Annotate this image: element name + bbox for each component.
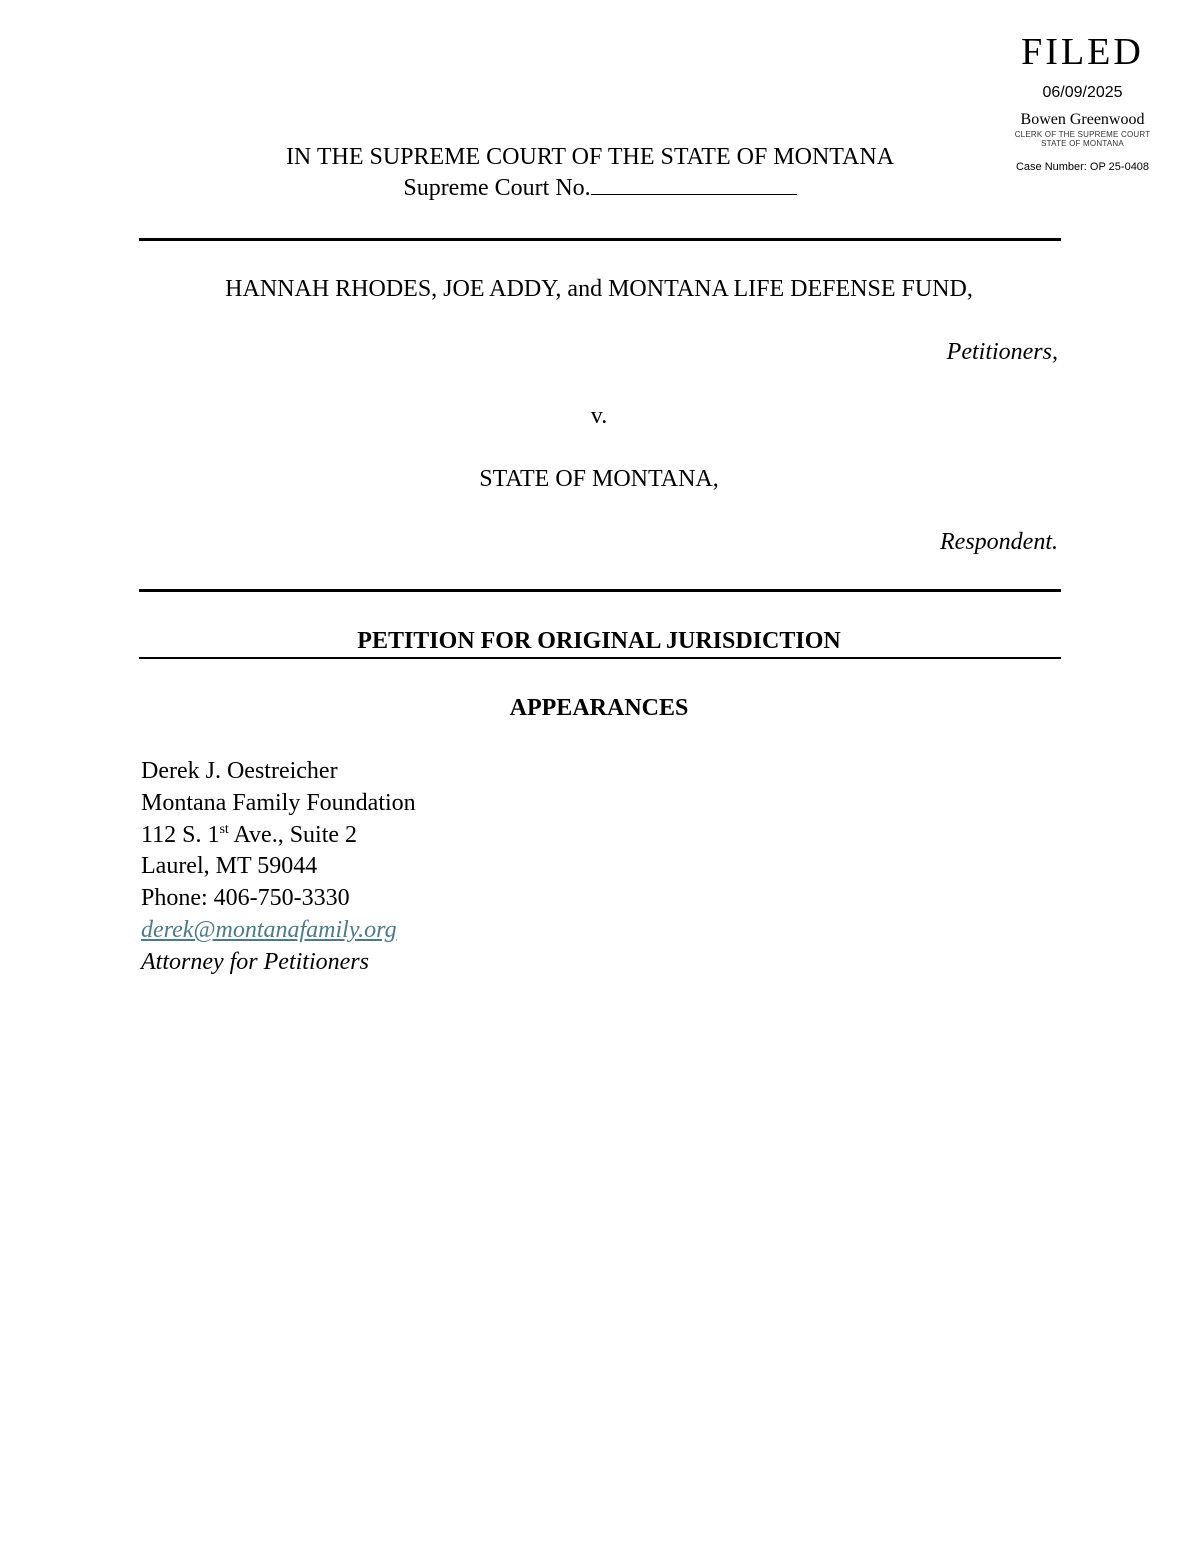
stamp-filed-label: FILED bbox=[1021, 31, 1144, 73]
address-suffix: Ave., Suite 2 bbox=[228, 821, 358, 848]
petitioners-names: HANNAH RHODES, JOE ADDY, and MONTANA LIFE DEFENSE FUND, bbox=[225, 276, 973, 302]
court-header bbox=[140, 142, 1060, 204]
attorney-block bbox=[141, 756, 416, 979]
stamp-clerk-title: CLERK OF THE SUPREME COURT bbox=[1014, 130, 1151, 139]
stamp-clerk-state: STATE OF MONTANA bbox=[1041, 139, 1124, 148]
attorney-address bbox=[141, 820, 416, 852]
document-title: PETITION FOR ORIGINAL JURISDICTION bbox=[357, 628, 841, 654]
attorney-role: Attorney for Petitioners bbox=[141, 948, 369, 975]
appearances-heading: APPEARANCES bbox=[509, 695, 689, 721]
respondent-name: STATE OF MONTANA, bbox=[479, 466, 719, 492]
attorney-phone: Phone: 406-750-3330 bbox=[141, 885, 350, 912]
caption-bottom-rule bbox=[139, 589, 1061, 592]
caption-top-rule bbox=[139, 238, 1061, 241]
petitioners-label: Petitioners, bbox=[946, 339, 1058, 365]
court-name: IN THE SUPREME COURT OF THE STATE OF MONTANA bbox=[285, 144, 895, 170]
attorney-email-link[interactable]: derek@montanafamily.org bbox=[141, 916, 397, 943]
court-number-blank bbox=[591, 174, 797, 195]
attorney-name: Derek J. Oestreicher bbox=[141, 758, 338, 784]
address-superscript: st bbox=[219, 821, 229, 837]
title-underline-rule bbox=[139, 657, 1061, 659]
stamp-case-number: Case Number: OP 25-0408 bbox=[1015, 161, 1150, 173]
respondent-label: Respondent. bbox=[940, 529, 1058, 555]
attorney-city: Laurel, MT 59044 bbox=[141, 853, 318, 880]
stamp-clerk-name: Bowen Greenwood bbox=[1020, 111, 1145, 128]
address-prefix: 112 S. 1 bbox=[141, 821, 220, 848]
court-number-line bbox=[140, 173, 1060, 204]
attorney-organization: Montana Family Foundation bbox=[141, 789, 416, 816]
stamp-date: 06/09/2025 bbox=[1042, 84, 1123, 101]
versus: v. bbox=[590, 403, 608, 429]
court-number-label: Supreme Court No. bbox=[403, 175, 591, 201]
